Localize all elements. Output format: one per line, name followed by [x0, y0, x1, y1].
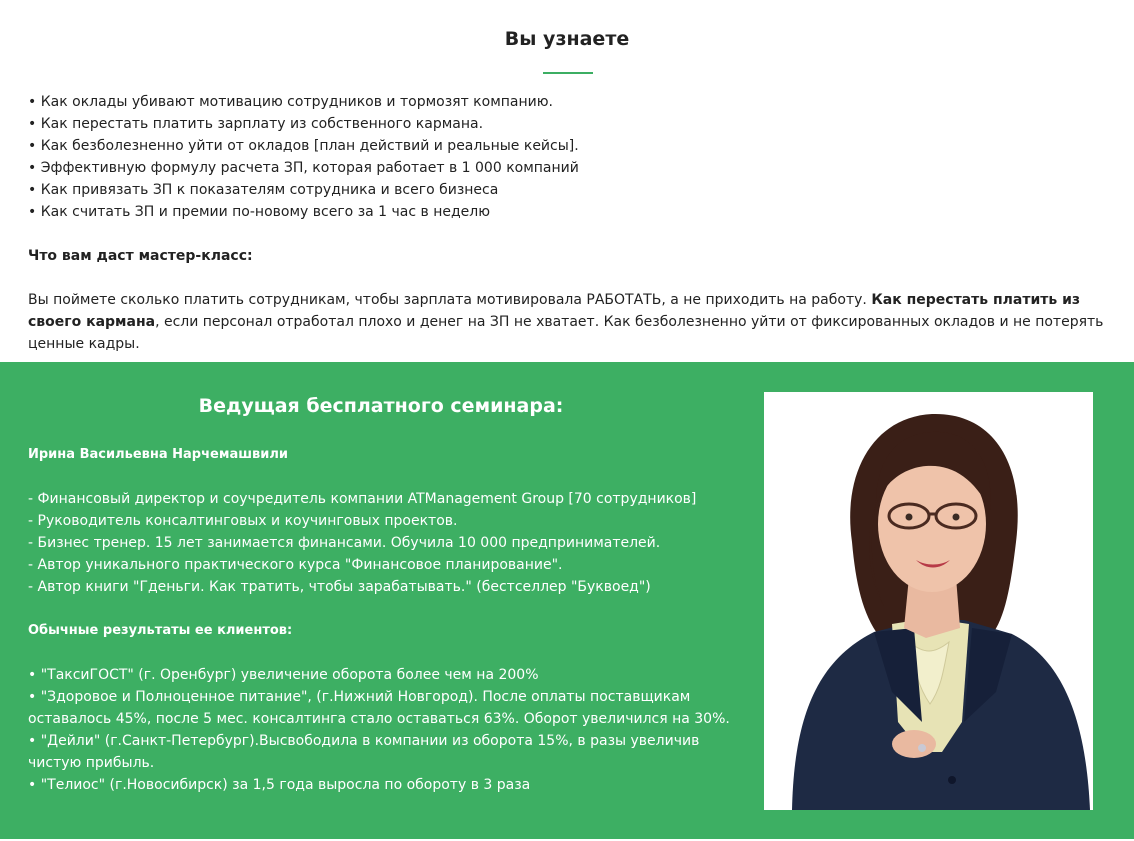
list-item: • Как оклады убивают мотивацию сотрудников и тормозят компанию. — [28, 94, 553, 110]
host-photo — [764, 392, 1093, 810]
list-item: • Как считать ЗП и премии по-новому всего за 1 час в неделю — [28, 204, 491, 220]
description-highlight: Как перестать платить из своего кармана — [28, 292, 1081, 330]
bio-item: - Финансовый директор и соучредитель компании ATManagement Group [70 сотрудников] — [28, 491, 697, 507]
results-heading: Обычные результаты ее клиентов: — [28, 623, 293, 638]
bio-item: - Бизнес тренер. 15 лет занимается финансами. Обучила 10 000 предпринимателей. — [28, 535, 661, 551]
section-title: Вы узнаете — [504, 28, 630, 50]
description-text-continued: , если персонал отработал плохо и денег на ЗП не хватает. Как безболезненно уйти от фиксированных окладов и не потерять ценные кадры. — [28, 314, 1104, 352]
host-bio-list — [28, 488, 696, 598]
host-section — [0, 362, 1134, 839]
learn-section — [0, 0, 1134, 362]
list-item: • Как безболезненно уйти от окладов [план действий и реальные кейсы]. — [28, 138, 579, 154]
bio-item: - Автор книги "Гденьги. Как тратить, чтобы зарабатывать." (бестселлер "Буквоед") — [28, 579, 651, 595]
result-item: • "Дейли" (г.Санкт-Петербург).Высвободила в компании из оборота 15%, в разы увеличив чистую прибыль. — [28, 733, 700, 771]
title-underline — [543, 72, 593, 74]
benefits-list — [28, 91, 579, 223]
host-title: Ведущая бесплатного семинара: — [198, 395, 564, 417]
result-item: • "Телиос" (г.Новосибирск) за 1,5 года выросла по обороту в 3 раза — [28, 777, 531, 793]
bio-item: - Руководитель консалтинговых и коучинговых проектов. — [28, 513, 458, 529]
masterclass-subheading: Что вам даст мастер-класс: — [28, 248, 253, 264]
bio-item: - Автор уникального практического курса "Финансовое планирование". — [28, 557, 563, 573]
results-list — [28, 664, 734, 796]
result-item: • "Здоровое и Полноценное питание", (г.Нижний Новгород). После оплаты поставщикам оставалось 45%, после 5 мес. консалтинга стало оставаться 63%. Оборот увеличился на 30%. — [28, 689, 730, 727]
list-item: • Как перестать платить зарплату из собственного кармана. — [28, 116, 484, 132]
host-name: Ирина Васильевна Нарчемашвили — [28, 447, 289, 462]
masterclass-description — [28, 289, 1108, 355]
list-item: • Как привязать ЗП к показателям сотрудника и всего бизнеса — [28, 182, 499, 198]
list-item: • Эффективную формулу расчета ЗП, которая работает в 1 000 компаний — [28, 160, 579, 176]
host-portrait-illustration — [764, 392, 1093, 810]
result-item: • "ТаксиГОСТ" (г. Оренбург) увеличение оборота более чем на 200% — [28, 667, 539, 683]
description-text: Вы поймете сколько платить сотрудникам, чтобы зарплата мотивировала РАБОТАТЬ, а не приходить на работу. — [28, 292, 872, 308]
